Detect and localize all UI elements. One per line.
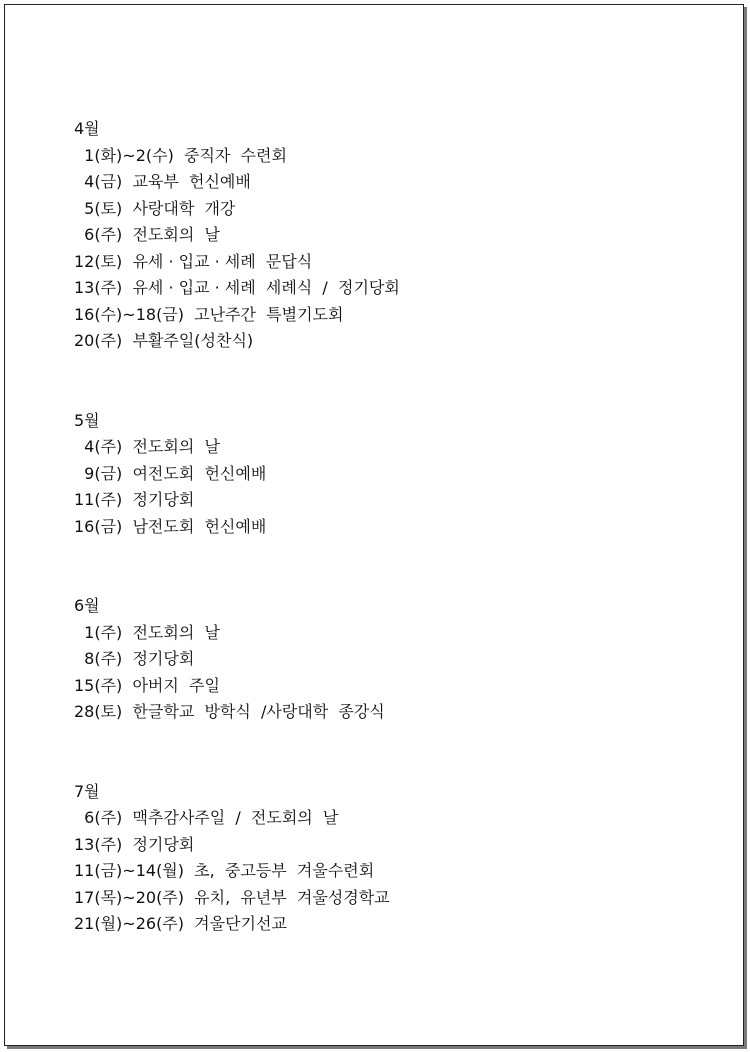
section-spacer bbox=[74, 355, 714, 408]
month-heading: 6월 bbox=[74, 596, 100, 615]
event-list bbox=[74, 143, 714, 355]
event-item: 9(금) 여전도회 헌신예배 bbox=[74, 463, 267, 483]
event-item: 28(토) 한글학교 방학식 /사랑대학 종강식 bbox=[74, 702, 385, 721]
section-spacer bbox=[74, 540, 714, 593]
event-item: 4(금) 교육부 헌신예배 bbox=[74, 172, 251, 191]
month-section-april bbox=[74, 116, 714, 355]
event-item: 1(화)~2(수) 중직자 수련회 bbox=[74, 145, 287, 165]
event-item: 11(주) 정기당회 bbox=[74, 490, 195, 509]
event-item: 4(주) 전도회의 날 bbox=[74, 437, 220, 456]
schedule-content bbox=[74, 116, 714, 938]
event-item: 6(주) 맥추감사주일 / 전도회의 날 bbox=[74, 808, 339, 827]
event-item: 5(토) 사랑대학 개강 bbox=[74, 198, 236, 218]
event-item: 6(주) 전도회의 날 bbox=[74, 225, 220, 244]
event-item: 16(금) 남전도회 헌신예배 bbox=[74, 516, 267, 536]
section-spacer bbox=[74, 726, 714, 779]
event-list bbox=[74, 434, 714, 540]
event-list bbox=[74, 620, 714, 726]
event-item: 17(목)~20(주) 유치, 유년부 겨울성경학교 bbox=[74, 887, 390, 907]
event-item: 8(주) 정기당회 bbox=[74, 649, 195, 668]
event-item: 21(월)~26(주) 겨울단기선교 bbox=[74, 914, 287, 933]
month-heading: 7월 bbox=[74, 781, 100, 801]
month-heading: 5월 bbox=[74, 410, 100, 430]
event-item: 12(토) 유세 · 입교 · 세례 문답식 bbox=[74, 251, 313, 271]
month-section-may bbox=[74, 408, 714, 541]
event-item: 1(주) 전도회의 날 bbox=[74, 622, 220, 642]
event-list bbox=[74, 805, 714, 938]
event-item: 20(주) 부활주일(성찬식) bbox=[74, 331, 254, 350]
event-item: 11(금)~14(월) 초, 중고등부 겨울수련회 bbox=[74, 861, 375, 880]
event-item: 15(주) 아버지 주일 bbox=[74, 675, 220, 695]
month-heading: 4월 bbox=[74, 119, 100, 138]
month-section-july bbox=[74, 779, 714, 938]
event-item: 13(주) 정기당회 bbox=[74, 834, 195, 854]
event-item: 13(주) 유세 · 입교 · 세례 세례식 / 정기당회 bbox=[74, 278, 400, 297]
document-page bbox=[4, 4, 744, 1046]
month-section-june bbox=[74, 593, 714, 726]
event-item: 16(수)~18(금) 고난주간 특별기도회 bbox=[74, 304, 344, 324]
